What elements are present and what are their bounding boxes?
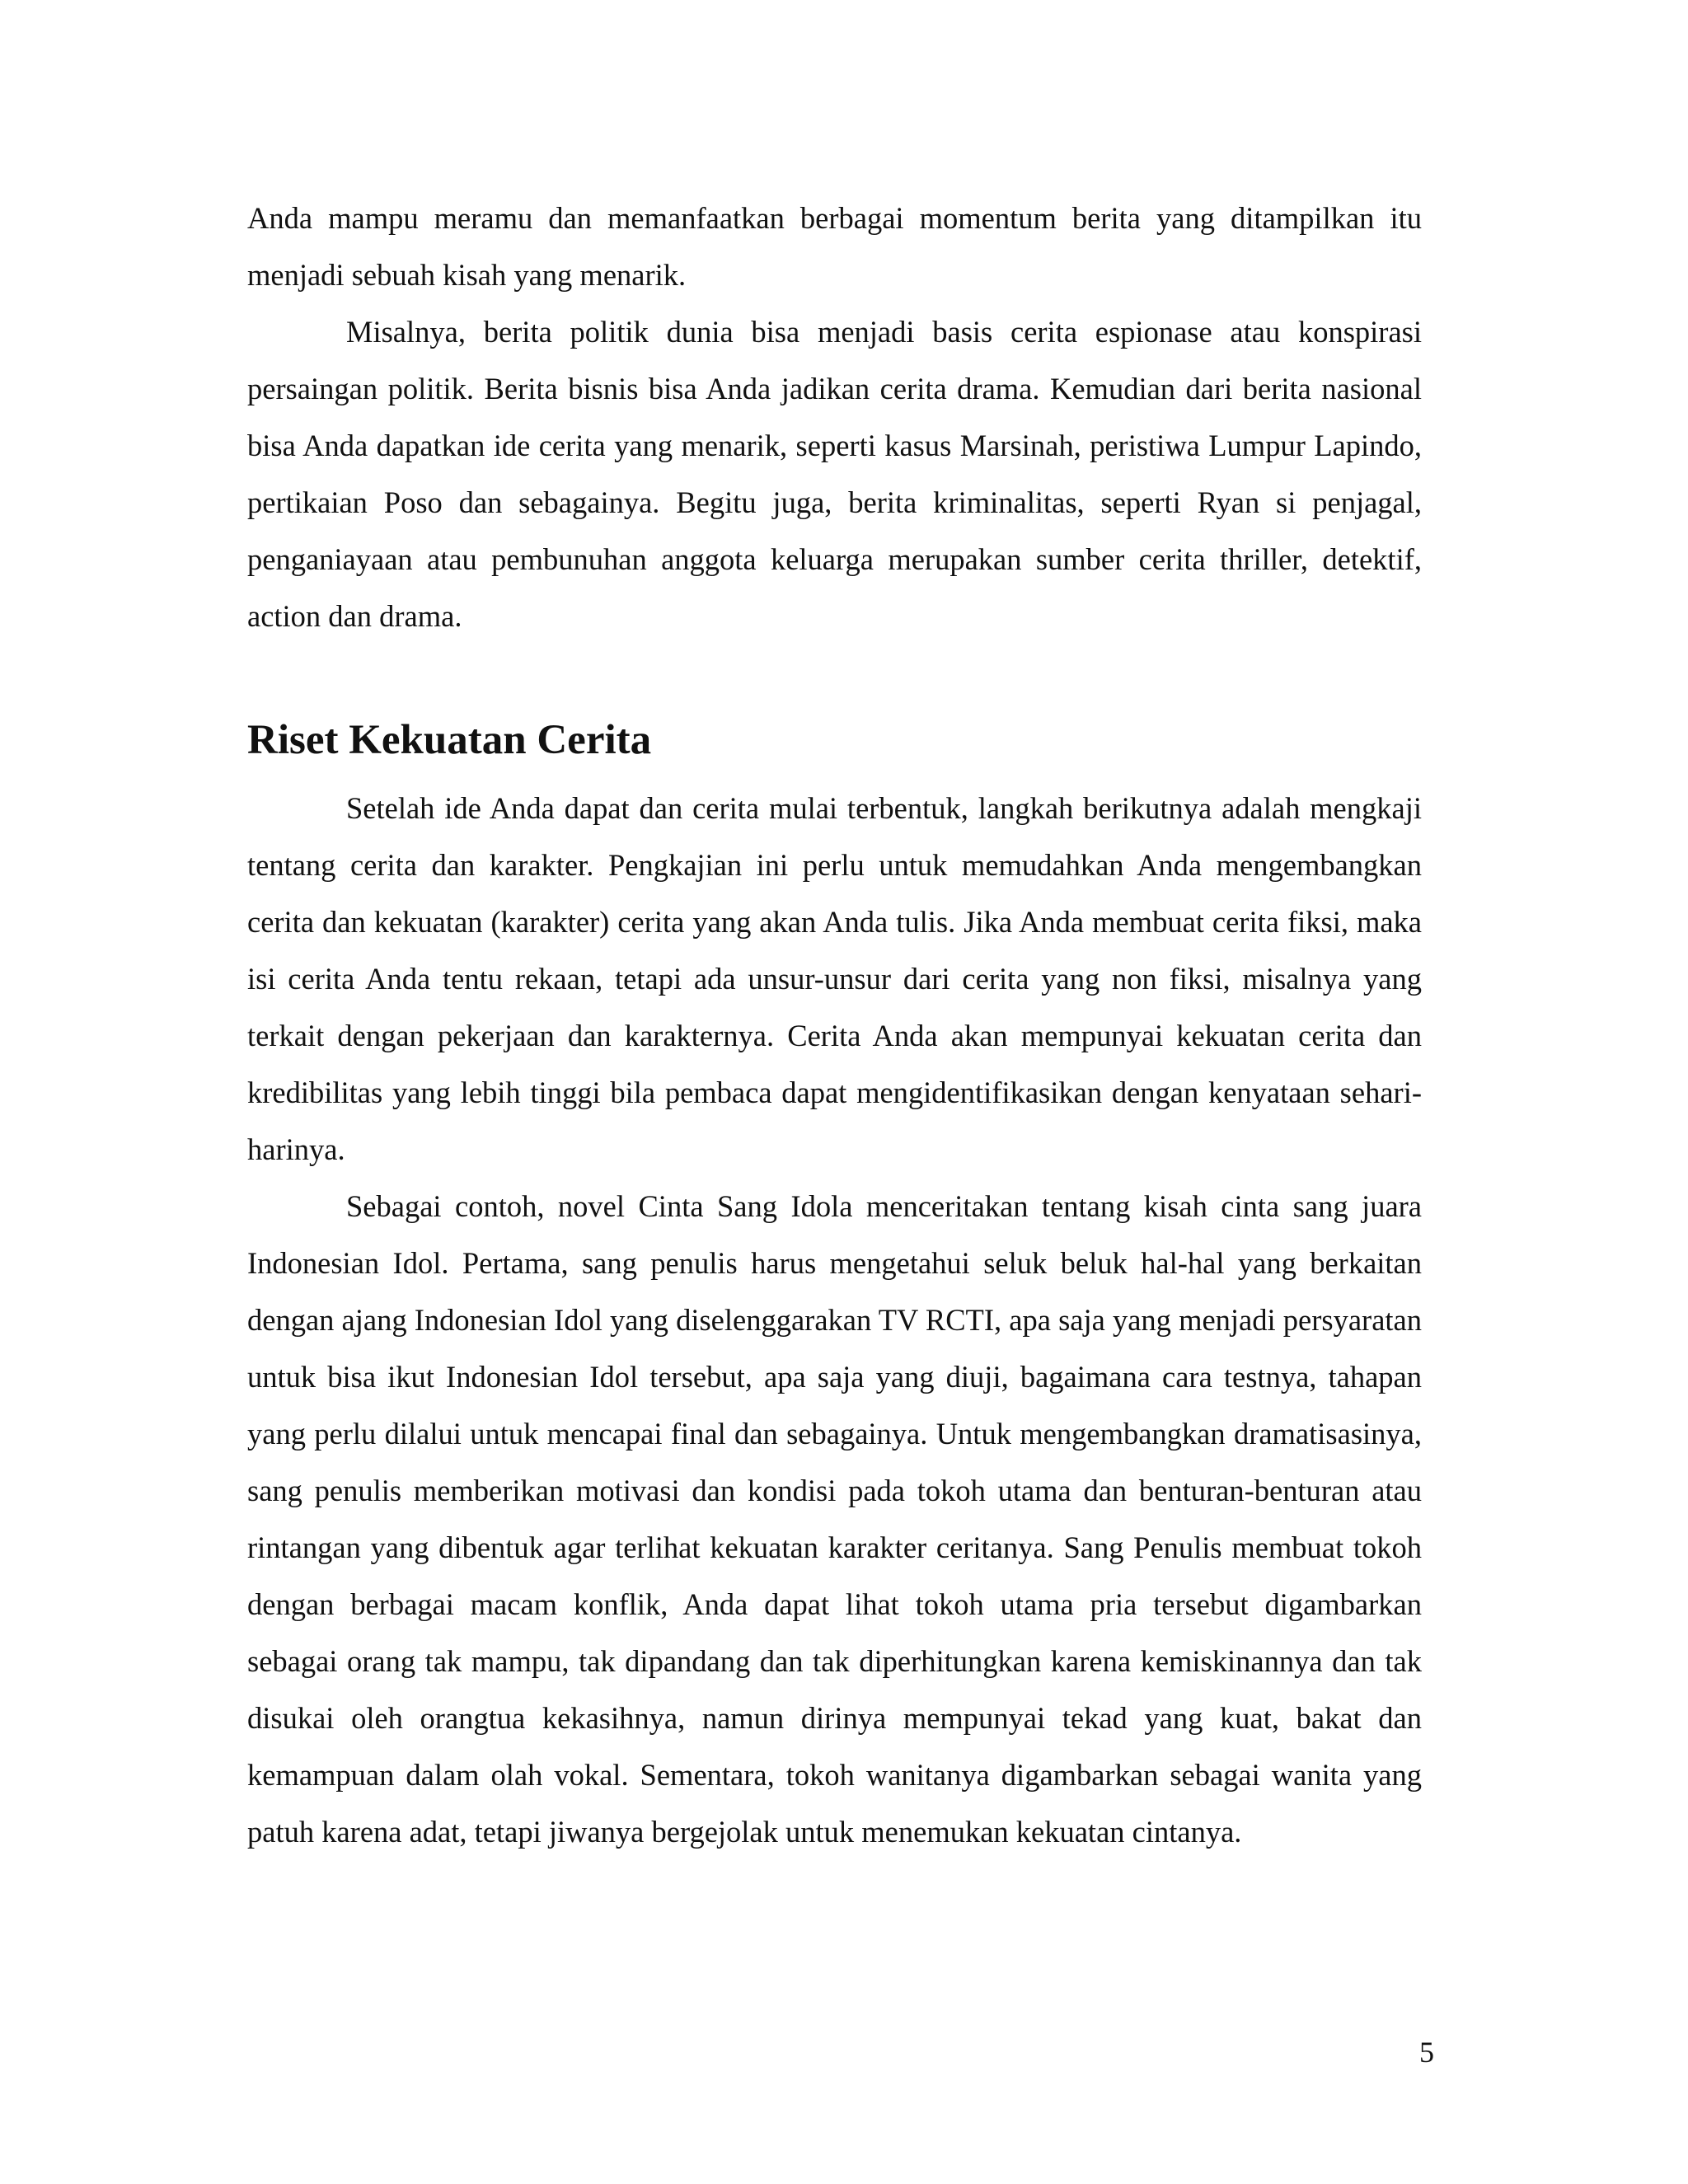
paragraph-continuation: Anda mampu meramu dan memanfaatkan berbagai momentum berita yang ditampilkan itu menjadi sebuah kisah yang menarik.: [247, 201, 1422, 292]
section-heading: Riset Kekuatan Cerita: [247, 717, 652, 763]
paragraph-news-examples: Misalnya, berita politik dunia bisa menjadi basis cerita espionase atau konspirasi persaingan politik. Berita bisnis bisa Anda jadikan cerita drama. Kemudian dari berita nasional bisa Anda dapatkan ide cerita yang menarik, seperti kasus Marsinah, peristiwa Lumpur Lapindo, pertikaian Poso dan sebagainya. Begitu juga, berita kriminalitas, seperti Ryan si penjagal, penganiayaan atau pembunuhan anggota keluarga merupakan sumber cerita thriller, detektif, action dan drama.: [247, 315, 1422, 633]
page-body: [247, 190, 1422, 1860]
page-number: 5: [1419, 2036, 1434, 2069]
paragraph-novel-example: Sebagai contoh, novel Cinta Sang Idola menceritakan tentang kisah cinta sang juara Indonesian Idol. Pertama, sang penulis harus mengetahui seluk beluk hal-hal yang berkaitan dengan ajang Indonesian Idol yang diselenggarakan TV RCTI, apa saja yang menjadi persyaratan untuk bisa ikut Indonesian Idol tersebut, apa saja yang diuji, bagaimana cara testnya, tahapan yang perlu dilalui untuk mencapai final dan sebagainya. Untuk mengembangkan dramatisasinya, sang penulis memberikan motivasi dan kondisi pada tokoh utama dan benturan-benturan atau rintangan yang dibentuk agar terlihat kekuatan karakter ceritanya. Sang Penulis membuat tokoh dengan berbagai macam konflik, Anda dapat lihat tokoh utama pria tersebut digambarkan sebagai orang tak mampu, tak dipandang dan tak diperhitungkan karena kemiskinannya dan tak disukai oleh orangtua kekasihnya, namun dirinya mempunyai tekad yang kuat, bakat dan kemampuan dalam olah vokal. Sementara, tokoh wanitanya digambarkan sebagai wanita yang patuh karena adat, tetapi jiwanya bergejolak untuk menemukan kekuatan cintanya.: [247, 1189, 1422, 1849]
paragraph-research-intro: Setelah ide Anda dapat dan cerita mulai terbentuk, langkah berikutnya adalah mengkaji tentang cerita dan karakter. Pengkajian ini perlu untuk memudahkan Anda mengembangkan cerita dan kekuatan (karakter) cerita yang akan Anda tulis. Jika Anda membuat cerita fiksi, maka isi cerita Anda tentu rekaan, tetapi ada unsur-unsur dari cerita yang non fiksi, misalnya yang terkait dengan pekerjaan dan karakternya. Cerita Anda akan mempunyai kekuatan cerita dan kredibilitas yang lebih tinggi bila pembaca dapat mengidentifikasikan dengan kenyataan sehari-harinya.: [247, 791, 1422, 1166]
